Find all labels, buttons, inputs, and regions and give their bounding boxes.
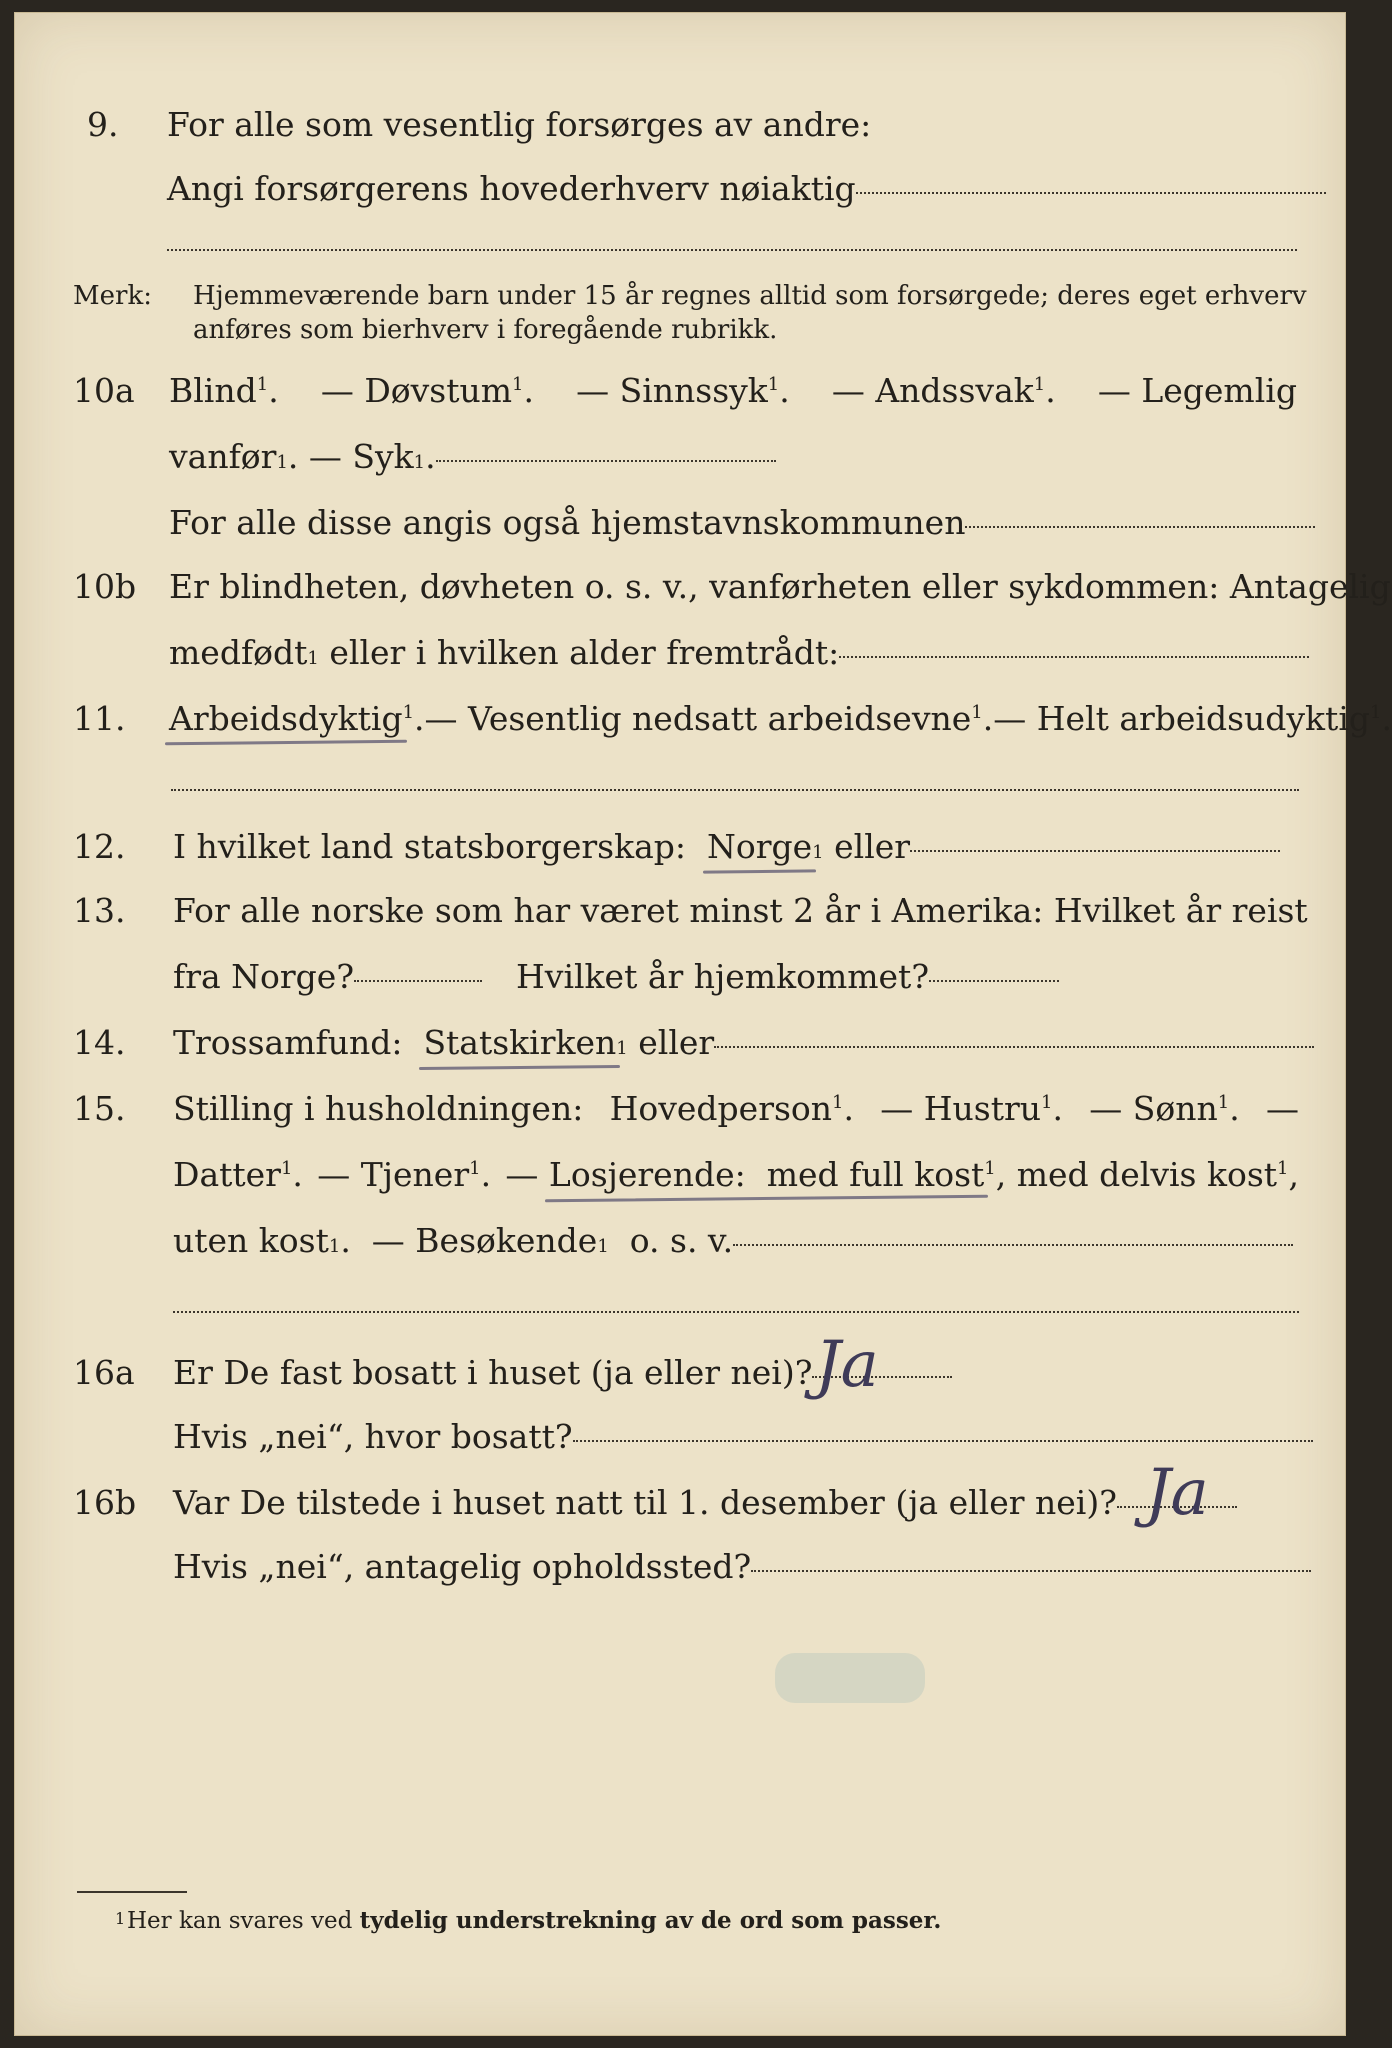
question-text: Stilling i husholdningen: (173, 1089, 584, 1128)
question-number: 16a (73, 1353, 135, 1392)
handwritten-answer: Ja (815, 1328, 879, 1402)
footnote-mark: 1 (402, 702, 415, 723)
comma: , (1288, 1155, 1299, 1194)
option-arbeidsdyktig: Arbeidsdyktig (169, 699, 403, 738)
option-full-kost: med full kost (766, 1155, 985, 1194)
footnote-mark: 1 (1041, 1092, 1053, 1113)
option-eller: eller (834, 827, 911, 866)
question-text: Hvilket år hjemkommet? (516, 957, 930, 996)
dash: — (1265, 1089, 1299, 1128)
footnote (115, 1906, 942, 1936)
question-number: 13. (73, 891, 126, 930)
question-number: 11. (73, 699, 126, 738)
handwritten-answer: Ja (1145, 1456, 1209, 1530)
option-datter: Datter (173, 1155, 281, 1194)
answer-field[interactable] (751, 1569, 1311, 1572)
question-text: I hvilket land statsborgerskap: (173, 827, 687, 866)
question-text: Er blindheten, døvheten o. s. v., vanførheten eller sykdommen: Antagelig (169, 567, 1391, 606)
question-number: 15. (73, 1089, 126, 1128)
footnote-mark: 1 (512, 374, 524, 395)
option-blind: Blind (169, 371, 257, 410)
option-statskirken: Statskirken (423, 1023, 617, 1062)
answer-field-reist[interactable] (354, 979, 482, 982)
answer-line[interactable] (167, 249, 1297, 251)
question-text: Hvis „nei“, antagelig opholdssted? (173, 1547, 752, 1586)
option-norge: Norge (707, 827, 813, 866)
option-tjener: — Tjener (317, 1155, 470, 1194)
census-form-page: 9. For alle som vesentlig forsørges av andre: Angi forsørgerens hovederhverv nøiaktig Merk: Hjemmeværende barn under 15 år regnes alltid som forsørgede; deres eget erhverv anføres som bierhverv i foregående rubrikk. 10a Blind$^1$. — Døvstum$^1$. — Sinnssyk$^1$. — Andssvak$^1$. — Legemlig vanfør 1 . — Syk 1 . For alle disse angis også hjemstavnskommunen 10b Er blindheten, døvheten o. s. v., vanførheten eller sykdommen: Antagelig medfødt 1 eller i hvilken alder fremtrådt: 11. Arbeidsdyktig$^1$. — Vesentlig nedsatt arbeidsevne$^1$. — Helt arbeidsudyktig$^1$. 12. I hvilket land statsborgerskap: Norge 1 eller 13. For alle norske som har været minst 2 år i Amerika: Hvilket år reist fra Norge? Hvilket år hjemkommet? 14. Trossamfund: Statskirken 1 eller 15. Stilling i husholdningen: Hovedperson$^1$. — Hustru$^1$. — Sønn$^1$. — Datter$^1$. — Tjener$^1$. — Losjerende: med full kost$^1$, med delvis kost$^1$, uten kost 1 . — Besøkende 1 o. s. v. 16a Er De fast bosatt i huset (ja eller nei)? Ja Hvis „nei“, hvor bosatt? 16b Var De tilstede i huset natt til 1. desember (ja eller nei)? Ja Hvis „nei“, antagelig opholdssted? 1 Her kan svares ved tydelig understrekning av de ord som passer. (14, 12, 1346, 2036)
dash: — (505, 1155, 549, 1194)
footnote-mark: 1 (767, 374, 780, 395)
option-besokende: — Besøkende (371, 1221, 598, 1260)
footnote-mark: 1 (1277, 1158, 1289, 1179)
option-uten-kost: uten kost (173, 1221, 329, 1260)
footnote-rule (77, 1891, 187, 1893)
faded-stamp (775, 1653, 925, 1703)
option-sinnssyk: — Sinnssyk (576, 371, 768, 410)
footnote-mark: 1 (1217, 1092, 1230, 1113)
question-text: Angi forsørgerens hovederhverv nøiaktig (167, 169, 856, 208)
answer-field-hjemkommet[interactable] (929, 979, 1059, 982)
answer-line[interactable] (173, 1311, 1299, 1313)
answer-field[interactable] (714, 1045, 1314, 1048)
note-label: Merk: (73, 281, 152, 311)
option-losjerende: Losjerende: (548, 1155, 746, 1194)
footnote-mark: 1 (832, 1092, 844, 1113)
footnote-mark: 1 (1033, 374, 1046, 395)
answer-field[interactable] (839, 655, 1309, 658)
question-text: For alle som vesentlig forsørges av andre: (167, 105, 872, 144)
question-number: 14. (73, 1023, 126, 1062)
footnote-mark: 1 (984, 1158, 996, 1179)
question-number: 12. (73, 827, 126, 866)
question-text: Er De fast bosatt i huset (ja eller nei)? (173, 1353, 813, 1392)
option-syk: — Syk (308, 437, 414, 476)
option-dovstum: — Døvstum (320, 371, 513, 410)
footnote-number: 1 (115, 1909, 126, 1928)
option-hovedperson: Hovedperson (609, 1089, 833, 1128)
option-vanfor: vanfør (169, 437, 277, 476)
footnote-mark: 1 (971, 702, 983, 723)
question-text: For alle norske som har været minst 2 år i Amerika: Hvilket år reist (173, 891, 1308, 930)
footnote-mark: 1 (280, 1158, 293, 1179)
option-udyktig: — Helt arbeidsudyktig (993, 699, 1370, 738)
option-nedsatt: — Vesentlig nedsatt arbeidsevne (424, 699, 972, 738)
footnote-text-bold: tydelig understrekning av de ord som passer. (359, 1907, 942, 1934)
option-sonn: — Sønn (1089, 1089, 1218, 1128)
question-number: 16b (73, 1483, 137, 1522)
answer-field[interactable] (965, 525, 1315, 528)
footnote-text: Her kan svares ved (127, 1908, 353, 1934)
footnote-mark: 1 (256, 374, 269, 395)
answer-field[interactable] (573, 1439, 1313, 1442)
option-andssvak: — Andssvak (831, 371, 1034, 410)
question-text: Hvis „nei“, hvor bosatt? (173, 1417, 573, 1456)
question-text: Var De tilstede i huset natt til 1. desember (ja eller nei)? (173, 1483, 1117, 1522)
question-number: 10a (73, 371, 135, 410)
option-delvis-kost: , med delvis kost (995, 1155, 1278, 1194)
question-text: fra Norge? (173, 957, 355, 996)
question-text: o. s. v. (629, 1221, 734, 1260)
question-text: For alle disse angis også hjemstavnskommunen (169, 503, 966, 542)
answer-field[interactable] (733, 1243, 1293, 1246)
footnote-mark: 1 (1370, 702, 1382, 723)
option-hustru: — Hustru (880, 1089, 1042, 1128)
question-number: 10b (73, 567, 137, 606)
answer-field[interactable] (856, 191, 1326, 194)
question-text: eller i hvilken alder fremtrådt: (329, 633, 840, 672)
note-text: Hjemmeværende barn under 15 år regnes alltid som forsørgede; deres eget erhverv (193, 281, 1307, 311)
option-legemlig: — Legemlig (1097, 371, 1297, 410)
answer-field[interactable] (436, 459, 776, 462)
answer-field[interactable] (910, 849, 1280, 852)
option-medfodt: medfødt (169, 633, 308, 672)
footnote-mark: 1 (469, 1158, 481, 1179)
answer-line[interactable] (171, 789, 1299, 791)
note-text: anføres som bierhverv i foregående rubrikk. (193, 315, 778, 345)
question-number: 9. (87, 105, 119, 144)
option-eller: eller (638, 1023, 715, 1062)
question-text: Trossamfund: (173, 1023, 403, 1062)
